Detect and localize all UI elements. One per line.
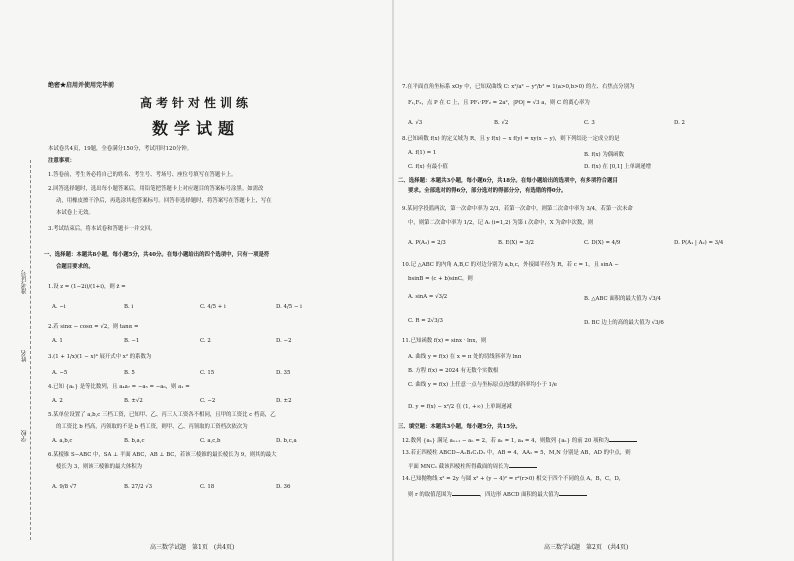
question-option: C. 曲线 y = f(x) 上任意一点与坐标原点连线的斜率均小于 1/e: [408, 382, 557, 388]
question-option: B. √2: [494, 120, 509, 126]
question-option: C. 2: [200, 338, 211, 344]
question-option: A. −5: [52, 370, 68, 376]
question-stem: 6.某棱锥 S−ABC 中，SA ⊥ 平面 ABC，AB ⊥ BC，若该三棱锥的最长棱长为 9，则其的最大: [48, 452, 277, 458]
question-option: C. 3: [584, 120, 595, 126]
notice-title: 注意事项：: [48, 158, 75, 164]
question-stem: 7.在平面直角坐标系 xOy 中，已知双曲线 C: x²/a² − y²/b² = 1(a>0,b>0) 的左、右焦点分别为: [402, 84, 635, 90]
bind-label-name: 姓名: [21, 350, 28, 362]
question-option: C. D(X) = 4/9: [584, 240, 621, 246]
notice-line: 1.答卷前，考生务必将自己的姓名、考生号、考场号、座位号填写在答题卡上。: [48, 172, 237, 178]
section-heading: 二、选择题：本题共3小题，每小题6分，共18分。在每小题给出的选项中，有多项符合题目: [398, 178, 618, 184]
question-option: D. 4/5 − i: [276, 304, 302, 310]
question-option: D. f(x) 在 [0,1] 上单调递增: [584, 164, 652, 170]
question-option: B. 5: [124, 370, 135, 376]
question-option: D. P(A₁ | A₂) = 3/4: [674, 240, 724, 246]
notice-line: 3.考试结束后，将本试卷和答题卡一并交回。: [48, 226, 156, 232]
q14-text: 则 r 的取值范围为: [408, 492, 452, 498]
question-option: A. P(A₂) = 2/3: [408, 240, 446, 246]
bind-label-school: 学校: [21, 430, 28, 442]
answer-blank: [559, 490, 587, 496]
notice-line: 动，用橡皮擦干净后，再选涂其他答案标号。回答非选择题时，将答案写在答题卡上，写在: [56, 198, 272, 204]
question-stem: 13.若正四棱柱 ABCD−A₁B₁C₁D₁ 中，AB = 4，AA₁ = 5，M,N 分别是 AB，AD 的中点，则: [402, 450, 631, 456]
section-heading: 一、选择题：本题共8小题，每小题5分，共40分。在每小题给出的四个选项中，只有一项是符: [44, 252, 270, 258]
question-stem: 11.已知函数 f(x) = sinx · lnx，则: [402, 338, 487, 344]
question-option: B. E(X) = 3/2: [498, 240, 534, 246]
question-stem: F₁,F₂，点 P 在 C 上，且 PF₁·PF₂ = 2a²，|PO| = √3 a，则 C 的离心率为: [408, 100, 590, 106]
page-footer: 高三数学试题 第1页 (共4页): [150, 544, 235, 551]
question-option: A. sinA = √3/2: [408, 294, 448, 300]
question-option: B. i: [124, 304, 134, 310]
notice-line: 2.回答选择题时，选出每小题答案后，用铅笔把答题卡上对应题目的答案标号涂黑。如需改: [48, 186, 264, 192]
answer-blank: [509, 462, 537, 468]
answer-blank: [609, 436, 637, 442]
question-option: C. f(x) 有最小值: [408, 164, 448, 170]
bind-label-id: 准考证号: [21, 270, 28, 294]
q14-text: ，四边形 ABCD 面积的最大值为: [479, 492, 559, 498]
confidential-seal: 绝密★启用并使用完毕前: [48, 82, 115, 89]
question-option: B. ±√2: [124, 398, 143, 404]
question-option: C. 4/5 + i: [200, 304, 226, 310]
question-stem: 14.已知抛物线 x² = 2y 与圆 x² + (y − 4)² = r²(r>0) 相交于四个不同的点 A，B，C，D，: [402, 476, 625, 482]
q12-text: 12.数列 {aₙ} 满足 aₙ₊₁ − aₙ = 2，若 a₁ = 1, a₄ = 4，则数列 {aₙ} 的前 20 项和为: [402, 438, 610, 444]
question-stem: 9.某同学投篮两次，第一次命中率为 2/3，若第一次命中，则第二次命中率为 3/4，若第一次未命: [402, 206, 633, 212]
notice-line: 本试卷上无效。: [56, 210, 94, 216]
question-option: A. a,b,c: [52, 438, 73, 444]
question-option: B. △ABC 面积的最大值为 √3/4: [584, 296, 661, 302]
question-option: D. 36: [276, 484, 291, 490]
question-stem: 1.设 z = (1−2i)/(1+i)，则 z̄ =: [48, 284, 126, 290]
question-option: D. 2: [674, 120, 685, 126]
exam-meta: 本试卷共4页，19题，全卷满分150分，考试用时120分钟。: [48, 146, 193, 152]
question-option: A. 9/8 √7: [52, 484, 77, 490]
question-option: D. b,c,a: [276, 438, 297, 444]
question-stem: 中，则第二次命中率为 1/2，记 Aᵢ (i=1,2) 为第 i 次命中，X 为命中次数，则: [408, 220, 593, 226]
question-option: C. R = 2√3/3: [408, 318, 443, 324]
question-stem: 3.(1 + 1/x)(1 − x)⁴ 展开式中 x² 的系数为: [48, 354, 152, 360]
exam-title: 高考针对性训练: [139, 96, 252, 110]
section-heading: 三、填空题：本题共3小题，每小题5分，共15分。: [398, 424, 521, 430]
right-page: [394, 0, 794, 561]
exam-subject: 数学试题: [151, 119, 240, 138]
question-stem: 5.某单位设置了 a,b,c 三档工资，已知甲、乙、丙三人工资各不相同，且甲的工资比 c 档高，乙: [48, 412, 276, 418]
question-option: C. a,c,b: [200, 438, 221, 444]
question-stem: 的工资比 b 档高，丙领取的不是 b 档工资，则甲、乙、丙领取的工资档次依次为: [56, 424, 248, 430]
answer-blank: [452, 490, 480, 496]
question-option: D. BC 边上的高的最大值为 √3/6: [584, 320, 664, 326]
question-stem: 2.若 sinα − cosα = √2，则 tanα =: [48, 324, 139, 330]
question-option: C. 18: [200, 484, 215, 490]
page-footer: 高三数学试题 第2页 (共4页): [544, 544, 629, 551]
question-option: B. 方程 f(x) = 2024 有无数个实数根: [408, 368, 499, 374]
left-page: [0, 0, 392, 561]
question-stem: [402, 436, 637, 445]
question-option: A. 1: [52, 338, 63, 344]
question-option: B. b,a,c: [124, 438, 145, 444]
question-stem: [408, 490, 587, 499]
question-stem: 4.已知 {aₙ} 是等比数列，且 a₄a₇ = −a₅ = −a₆，则 a₁ =: [48, 384, 190, 390]
question-option: D. 35: [276, 370, 291, 376]
question-option: A. f(1) = 1: [408, 150, 437, 156]
question-stem: bsinB = (c + b)sinC，则: [408, 276, 473, 282]
question-stem: 10.记 △ABC 的内角 A,B,C 的对边分别为 a,b,c，外接圆半径为 R，若 c = 1，且 sinA −: [402, 262, 619, 268]
question-stem: [408, 462, 537, 471]
question-option: C. −2: [200, 398, 216, 404]
question-option: C. 15: [200, 370, 215, 376]
question-option: B. −1: [124, 338, 140, 344]
q13-text: 平面 MNC₁ 截该四棱柱所得截面的周长为: [408, 464, 509, 470]
question-stem: 棱长为 3，则该三棱锥的最大体积为: [56, 464, 143, 470]
question-option: A. √3: [408, 120, 423, 126]
question-option: B. 27/2 √3: [124, 484, 153, 490]
question-option: A. 2: [52, 398, 63, 404]
question-option: D. −2: [276, 338, 292, 344]
section-heading: 要求。全部选对的得6分，部分选对的得部分分，有选错的得0分。: [408, 188, 567, 194]
question-stem: 8.已知函数 f(x) 的定义域为 R，且 y f(x) − x f(y) = xy(x − y)，则下列结论一定成立的是: [402, 136, 620, 142]
question-option: A. 曲线 y = f(x) 在 x = π 处的切线斜率为 lnπ: [408, 354, 522, 360]
question-option: B. f(x) 为偶函数: [584, 152, 624, 158]
section-heading: 合题目要求的。: [56, 264, 94, 270]
question-option: A. −i: [52, 304, 66, 310]
question-option: D. y = f(x) − x²/2 在 (1, +∞) 上单调递减: [408, 404, 512, 410]
question-option: D. ±2: [276, 398, 292, 404]
